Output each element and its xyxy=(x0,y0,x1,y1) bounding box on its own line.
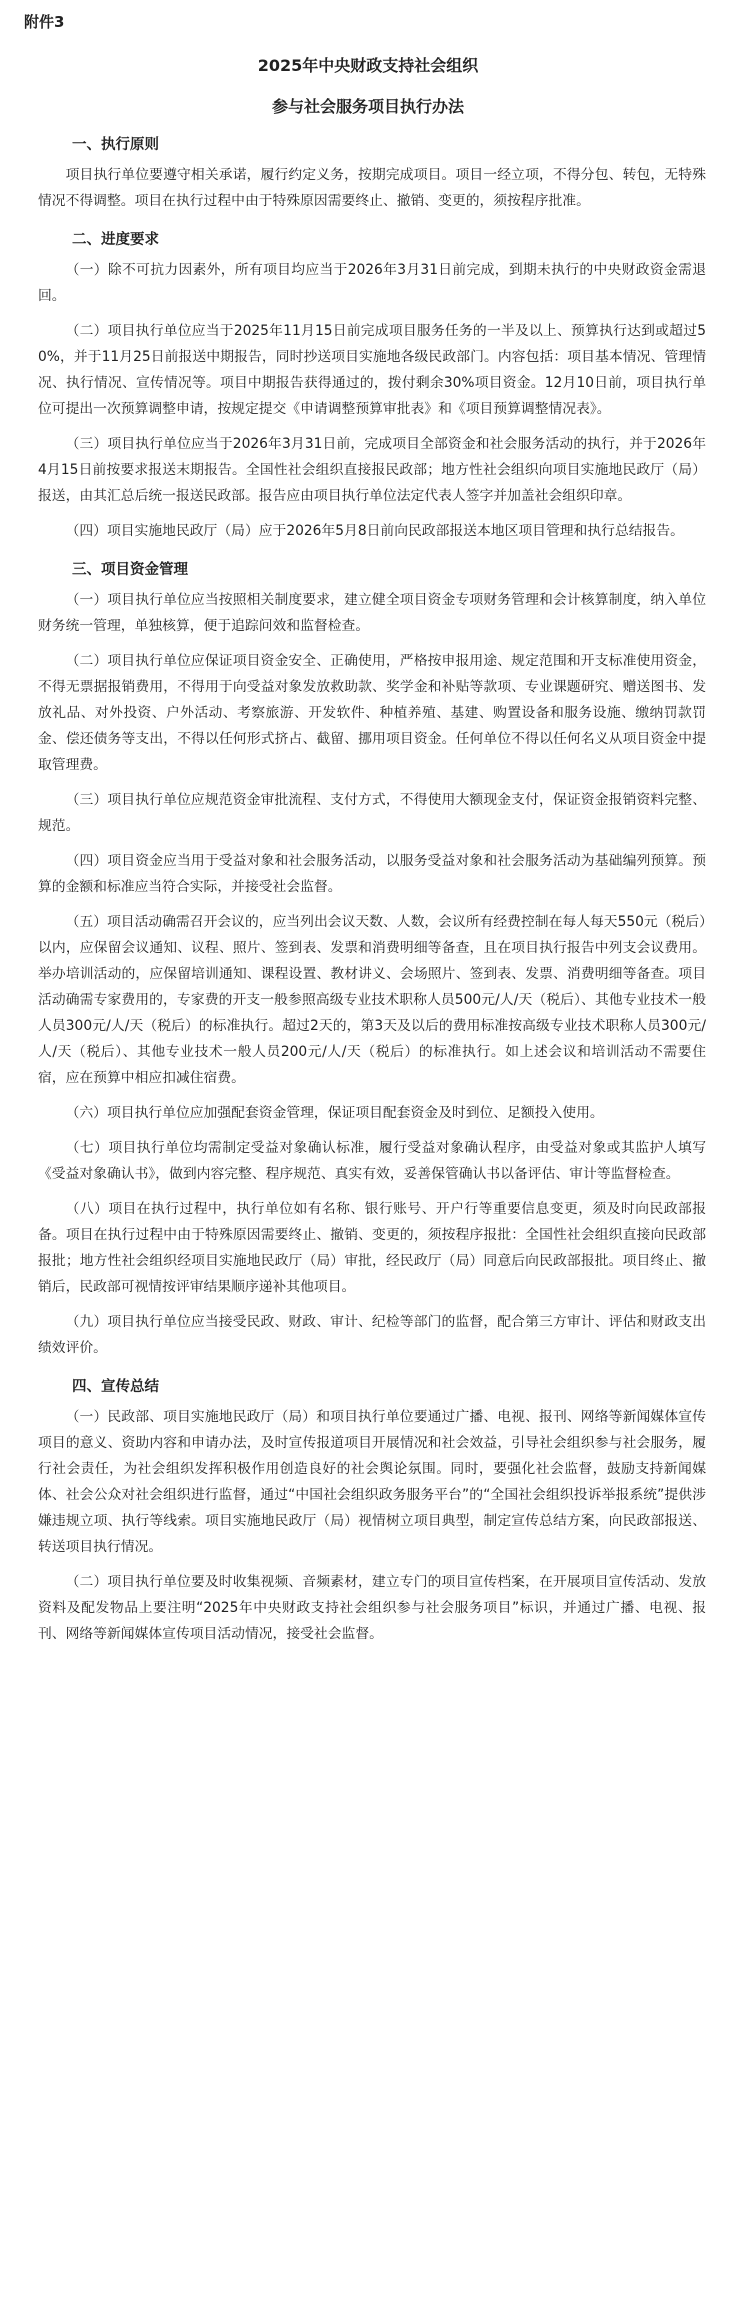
document-title-line-1: 2025年中央财政支持社会组织 xyxy=(257,56,479,75)
section-paragraph: （二）项目执行单位应保证项目资金安全、正确使用，严格按申报用途、规定范围和开支标准使用资金，不得无票据报销费用，不得用于向受益对象发放救助款、奖学金和补贴等款项、专业课题研究、赠送图书、发放礼品、对外投资、户外活动、考察旅游、开发软件、种植养殖、基建、购置设备和服务设施、缴纳罚款罚金、偿还债务等支出，不得以任何形式挤占、截留、挪用项目资金。任何单位不得以任何名义从项目资金中提取管理费。 xyxy=(38,653,706,773)
section-paragraph: （九）项目执行单位应当接受民政、财政、审计、纪检等部门的监督，配合第三方审计、评估和财政支出绩效评价。 xyxy=(38,1314,706,1356)
section-paragraph: 项目执行单位要遵守相关承诺，履行约定义务，按期完成项目。项目一经立项，不得分包、转包，无特殊情况不得调整。项目在执行过程中由于特殊原因需要终止、撤销、变更的，须按程序批准。 xyxy=(38,167,706,209)
section-paragraph: （一）项目执行单位应当按照相关制度要求，建立健全项目资金专项财务管理和会计核算制度，纳入单位财务统一管理，单独核算，便于追踪问效和监督检查。 xyxy=(38,592,706,634)
section-heading: 二、进度要求 xyxy=(72,232,159,248)
section-paragraph: （三）项目执行单位应规范资金审批流程、支付方式，不得使用大额现金支付，保证资金报销资料完整、规范。 xyxy=(38,792,706,834)
attachment-label: 附件3 xyxy=(24,13,65,31)
document-body xyxy=(38,128,706,1656)
section-paragraph: （六）项目执行单位应加强配套资金管理，保证项目配套资金及时到位、足额投入使用。 xyxy=(65,1105,604,1121)
section-paragraph: （二）项目执行单位要及时收集视频、音频素材，建立专门的项目宣传档案，在开展项目宣传活动、发放资料及配发物品上要注明“2025年中央财政支持社会组织参与社会服务项目”标识，并通过广播、电视、报刊、网络等新闻媒体宣传项目活动情况，接受社会监督。 xyxy=(38,1574,706,1642)
section-paragraph: （一）除不可抗力因素外，所有项目均应当于2026年3月31日前完成，到期未执行的中央财政资金需退回。 xyxy=(38,262,706,304)
document-title-line-2: 参与社会服务项目执行办法 xyxy=(271,97,464,116)
section-paragraph: （八）项目在执行过程中，执行单位如有名称、银行账号、开户行等重要信息变更，须及时向民政部报备。项目在执行过程中由于特殊原因需要终止、撤销、变更的，须按程序报批：全国性社会组织直接向民政部报批；地方性社会组织经项目实施地民政厅（局）审批，经民政厅（局）同意后向民政部报批。项目终止、撤销后，民政部可视情按评审结果顺序递补其他项目。 xyxy=(38,1201,706,1295)
section-paragraph: （四）项目资金应当用于受益对象和社会服务活动，以服务受益对象和社会服务活动为基础编列预算。预算的金额和标准应当符合实际，并接受社会监督。 xyxy=(38,853,706,895)
section-paragraph: （二）项目执行单位应当于2025年11月15日前完成项目服务任务的一半及以上、预算执行达到或超过50%，并于11月25日前报送中期报告，同时抄送项目实施地各级民政部门。内容包括：项目基本情况、管理情况、执行情况、宣传情况等。项目中期报告获得通过的，拨付剩余30%项目资金。12月10日前，项目执行单位可提出一次预算调整申请，按规定提交《申请调整预算审批表》和《项目预算调整情况表》。 xyxy=(38,323,706,417)
section-paragraph: （四）项目实施地民政厅（局）应于2026年5月8日前向民政部报送本地区项目管理和执行总结报告。 xyxy=(65,523,684,539)
section-paragraph: （七）项目执行单位均需制定受益对象确认标准，履行受益对象确认程序，由受益对象或其监护人填写《受益对象确认书》，做到内容完整、程序规范、真实有效，妥善保管确认书以备评估、审计等监督检查。 xyxy=(38,1140,706,1182)
section-heading: 一、执行原则 xyxy=(72,137,159,153)
section-paragraph: （五）项目活动确需召开会议的，应当列出会议天数、人数，会议所有经费控制在每人每天550元（税后）以内，应保留会议通知、议程、照片、签到表、发票和消费明细等备查，且在项目执行报告中列支会议费用。举办培训活动的，应保留培训通知、课程设置、教材讲义、会场照片、签到表、发票、消费明细等备查。项目活动确需专家费用的，专家费的开支一般参照高级专业技术职称人员500元/人/天（税后）、其他专业技术一般人员300元/人/天（税后）的标准执行。超过2天的，第3天及以后的费用标准按高级专业技术职称人员300元/人/天（税后）、其他专业技术一般人员200元/人/天（税后）的标准执行。如上述会议和培训活动不需要住宿，应在预算中相应扣减住宿费。 xyxy=(38,914,706,1086)
section-heading: 四、宣传总结 xyxy=(72,1379,159,1395)
section-paragraph: （三）项目执行单位应当于2026年3月31日前，完成项目全部资金和社会服务活动的执行，并于2026年4月15日前按要求报送末期报告。全国性社会组织直接报民政部；地方性社会组织向项目实施地民政厅（局）报送，由其汇总后统一报送民政部。报告应由项目执行单位法定代表人签字并加盖社会组织印章。 xyxy=(38,436,706,504)
section-paragraph: （一）民政部、项目实施地民政厅（局）和项目执行单位要通过广播、电视、报刊、网络等新闻媒体宣传项目的意义、资助内容和申请办法，及时宣传报道项目开展情况和社会效益，引导社会组织参与社会服务，履行社会责任，为社会组织发挥积极作用创造良好的社会舆论氛围。同时，要强化社会监督，鼓励支持新闻媒体、社会公众对社会组织进行监督，通过“中国社会组织政务服务平台”的“全国社会组织投诉举报系统”提供涉嫌违规立项、执行等线索。项目实施地民政厅（局）视情树立项目典型，制定宣传总结方案，向民政部报送、转送项目执行情况。 xyxy=(38,1409,706,1555)
section-heading: 三、项目资金管理 xyxy=(72,562,188,578)
